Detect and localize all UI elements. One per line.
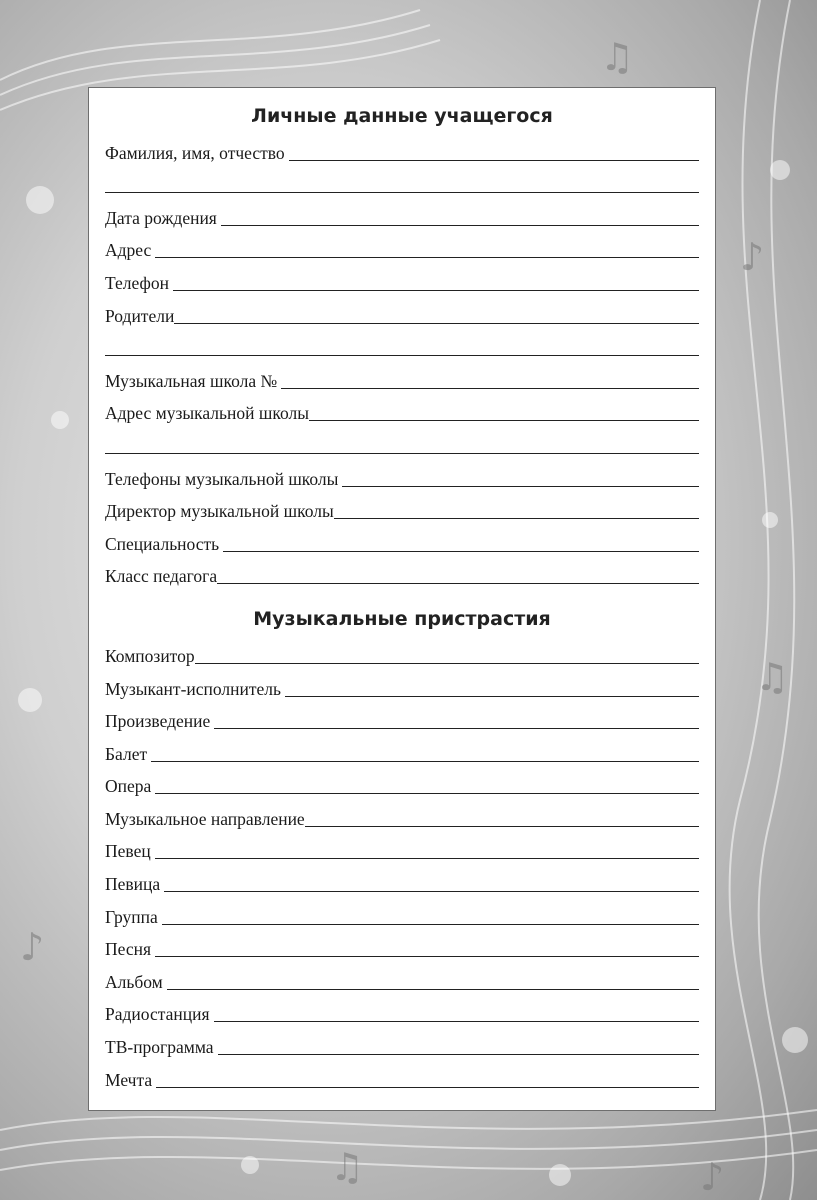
field-row[interactable] bbox=[105, 703, 699, 736]
field-label: Класс педагога bbox=[105, 566, 218, 587]
field-label: Специальность bbox=[105, 533, 220, 554]
field-label: Родители bbox=[105, 305, 175, 326]
field-label: Балет bbox=[105, 743, 148, 764]
fill-line[interactable] bbox=[342, 486, 699, 487]
fill-line[interactable] bbox=[173, 290, 699, 291]
field-row[interactable] bbox=[105, 800, 699, 833]
fill-line[interactable] bbox=[105, 192, 699, 193]
field-row[interactable] bbox=[105, 1061, 699, 1094]
field-label: Радиостанция bbox=[105, 1004, 210, 1025]
fill-line[interactable] bbox=[217, 583, 699, 584]
fill-line[interactable] bbox=[309, 420, 699, 421]
field-label: Певица bbox=[105, 874, 161, 895]
field-label: Телефоны музыкальной школы bbox=[105, 468, 339, 489]
fill-line[interactable] bbox=[281, 388, 699, 389]
fill-line[interactable] bbox=[167, 989, 699, 990]
fill-line[interactable] bbox=[305, 826, 699, 827]
field-label: Музыкальная школа № bbox=[105, 370, 278, 391]
fill-line[interactable] bbox=[289, 160, 699, 161]
fill-line[interactable] bbox=[155, 257, 699, 258]
svg-text:♫: ♫ bbox=[330, 1145, 365, 1189]
field-row[interactable] bbox=[105, 898, 699, 931]
svg-text:♪: ♪ bbox=[20, 925, 45, 969]
fill-line[interactable] bbox=[151, 761, 699, 762]
field-row[interactable] bbox=[105, 167, 699, 200]
section-title-music: Музыкальные пристрастия bbox=[253, 608, 551, 631]
field-row[interactable] bbox=[105, 833, 699, 866]
fill-line[interactable] bbox=[221, 225, 699, 226]
field-row[interactable] bbox=[105, 963, 699, 996]
field-row[interactable] bbox=[105, 395, 699, 428]
fill-line[interactable] bbox=[214, 728, 699, 729]
field-label: Фамилия, имя, отчество bbox=[105, 142, 285, 163]
fill-line[interactable] bbox=[156, 1087, 699, 1088]
fill-line[interactable] bbox=[195, 663, 699, 664]
fill-line[interactable] bbox=[155, 956, 699, 957]
field-row[interactable] bbox=[105, 232, 699, 265]
field-row[interactable] bbox=[105, 865, 699, 898]
field-row[interactable] bbox=[105, 134, 699, 167]
field-label: Музыкант-исполнитель bbox=[105, 678, 281, 699]
field-label: Песня bbox=[105, 939, 152, 960]
field-label: Альбом bbox=[105, 971, 163, 992]
fill-line[interactable] bbox=[164, 891, 699, 892]
section-title-personal: Личные данные учащегося bbox=[251, 105, 553, 127]
field-label: Певец bbox=[105, 841, 151, 862]
field-row[interactable] bbox=[105, 330, 699, 363]
field-row[interactable] bbox=[105, 460, 699, 493]
field-row[interactable] bbox=[105, 768, 699, 801]
fill-line[interactable] bbox=[285, 696, 699, 697]
field-label: Телефон bbox=[105, 272, 169, 293]
field-row[interactable] bbox=[105, 297, 699, 330]
fill-line[interactable] bbox=[334, 518, 699, 519]
field-label: Мечта bbox=[105, 1069, 153, 1090]
field-label: Директор музыкальной школы bbox=[105, 501, 334, 522]
field-row[interactable] bbox=[105, 427, 699, 460]
field-row[interactable] bbox=[105, 264, 699, 297]
svg-text:♪: ♪ bbox=[740, 235, 765, 279]
field-label: Опера bbox=[105, 776, 152, 797]
fill-line[interactable] bbox=[174, 323, 699, 324]
svg-text:♫: ♫ bbox=[600, 35, 635, 79]
fill-line[interactable] bbox=[105, 453, 699, 454]
field-row[interactable] bbox=[105, 996, 699, 1029]
field-row[interactable] bbox=[105, 735, 699, 768]
fill-line[interactable] bbox=[218, 1054, 699, 1055]
field-label: Адрес музыкальной школы bbox=[105, 403, 309, 424]
field-label: Адрес bbox=[105, 240, 152, 261]
field-row[interactable] bbox=[105, 362, 699, 395]
field-row[interactable] bbox=[105, 558, 699, 591]
form-card bbox=[88, 87, 716, 1111]
svg-text:♪: ♪ bbox=[700, 1155, 725, 1199]
fill-line[interactable] bbox=[214, 1021, 700, 1022]
fill-line[interactable] bbox=[223, 551, 699, 552]
fill-line[interactable] bbox=[155, 793, 699, 794]
field-label: Композитор bbox=[105, 645, 195, 666]
field-label: Группа bbox=[105, 906, 158, 927]
field-row[interactable] bbox=[105, 199, 699, 232]
field-row[interactable] bbox=[105, 1028, 699, 1061]
field-label: Дата рождения bbox=[105, 207, 217, 228]
fill-line[interactable] bbox=[162, 924, 699, 925]
field-row[interactable] bbox=[105, 670, 699, 703]
field-label: Музыкальное направление bbox=[105, 808, 305, 829]
field-row[interactable] bbox=[105, 931, 699, 964]
field-row[interactable] bbox=[105, 637, 699, 670]
svg-text:♫: ♫ bbox=[755, 655, 790, 699]
field-label: ТВ-программа bbox=[105, 1037, 214, 1058]
fill-line[interactable] bbox=[155, 858, 699, 859]
field-label: Произведение bbox=[105, 711, 211, 732]
field-row[interactable] bbox=[105, 493, 699, 526]
fill-line[interactable] bbox=[105, 355, 699, 356]
field-row[interactable] bbox=[105, 525, 699, 558]
